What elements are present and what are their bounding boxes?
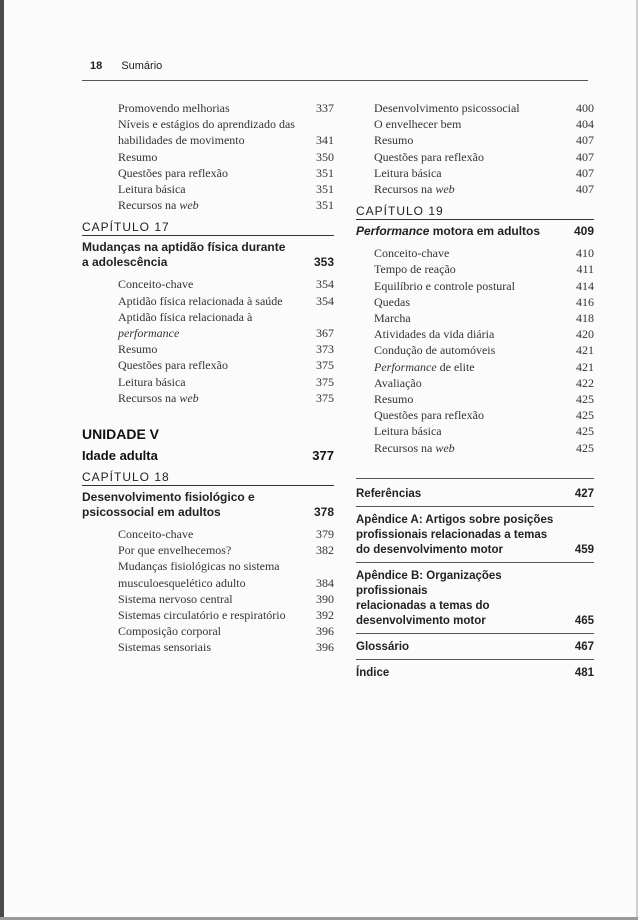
entry-title: Conceito-chave [118,277,194,292]
entry-page: 421 [576,359,594,374]
entry-page: 382 [316,543,334,558]
chapter-page: 409 [573,224,594,239]
entry-title: Marcha [374,311,411,326]
entry-page: 350 [316,149,334,164]
entry-title-text: Recursos na [374,182,436,197]
toc-entry [82,149,334,165]
entry-title: Leitura básica [118,374,186,389]
entry-page: 407 [576,149,594,164]
chapter-18-label: CAPÍTULO 18 [82,470,334,486]
chapter-19-title [356,224,594,239]
entry-page: 400 [576,101,594,115]
toc-entry [82,542,334,558]
toc-entry [82,116,334,132]
entry-title-italic: web [179,198,199,213]
chapter-17-label: CAPÍTULO 17 [82,220,334,236]
backmatter-page: 459 [574,543,594,556]
entry-page: 341 [316,133,334,148]
toc-entry [82,639,334,655]
chapter-title-text: motora em adultos [429,224,541,239]
entry-title: Leitura básica [118,182,186,197]
toc-entry [82,132,334,148]
entry-page: 425 [576,392,594,407]
entry-page: 396 [316,624,334,639]
toc-entry-list [356,100,594,197]
entry-title: Tempo de reação [374,262,456,277]
chapter-18-entries [82,526,334,656]
toc-entry [356,165,594,181]
entry-title: Leitura básica [374,424,442,439]
toc-entry [82,357,334,373]
entry-page: 425 [576,440,594,455]
entry-page: 407 [576,165,594,180]
toc-entry [82,165,334,181]
backmatter-title: Referências [356,487,422,500]
toc-entry [356,326,594,342]
toc-entry [82,309,334,341]
entry-title: Sistema nervoso central [118,591,233,606]
entry-title: Conceito-chave [374,246,450,261]
entry-page: 410 [576,246,594,261]
backmatter-glossary [356,640,594,660]
entry-title-italic: web [435,440,455,455]
entry-page: 411 [576,262,594,277]
entry-title-italic: Performance [374,359,437,374]
entry-title: Promovendo melhorias [118,101,230,115]
entry-title: Questões para reflexão [374,149,484,164]
entry-page: 418 [576,311,594,326]
chapter-19-entries [356,245,594,456]
chapter-page: 378 [313,505,334,520]
chapter-17-title [82,240,334,270]
backmatter-appendix-b [356,569,594,634]
toc-entry [356,391,594,407]
entry-page: 425 [576,424,594,439]
entry-title: Conceito-chave [118,527,194,542]
entry-title [118,390,316,406]
toc-entry [356,132,594,148]
toc-entry [82,100,334,116]
entry-page: 351 [316,198,334,213]
chapter-title-line: a adolescência [82,255,168,270]
toc-entry [82,591,334,607]
toc-entry [82,526,334,542]
chapter-title-line: psicossocial em adultos [82,505,221,520]
toc-left-column [82,100,334,656]
entry-page: 351 [316,182,334,197]
entry-page: 373 [316,342,334,357]
toc-entry [356,149,594,165]
backmatter-references [356,478,594,507]
entry-title: Mudanças fisiológicas no sistema [118,559,280,574]
entry-page: 375 [316,374,334,389]
toc-entry [356,261,594,277]
toc-entry [82,623,334,639]
entry-title [374,181,576,197]
toc-entry [82,607,334,623]
entry-title: Atividades da vida diária [374,327,495,342]
entry-title: Composição corporal [118,624,221,639]
unit-label: UNIDADE V [82,426,160,443]
entry-title: Resumo [118,149,158,164]
entry-title-text: Recursos na [374,440,436,455]
backmatter-appendix-a [356,513,594,563]
toc-entry [82,293,334,309]
unit-page: 377 [312,448,334,464]
toc-entry [356,423,594,439]
entry-title [374,440,576,456]
entry-page: 354 [316,293,334,308]
toc-entry [356,278,594,294]
backmatter-title-line: relacionadas a temas do [356,599,490,612]
entry-title: Questões para reflexão [118,358,228,373]
entry-title: Leitura básica [374,165,442,180]
entry-title: O envelhecer bem [374,117,462,132]
toc-entry [82,558,334,574]
chapter-title-italic: Performance [356,224,430,239]
chapter-19-label: CAPÍTULO 19 [356,204,594,220]
entry-page: 420 [576,327,594,342]
entry-page: 416 [576,294,594,309]
entry-title: Aptidão física relacionada à saúde [118,293,283,308]
entry-title: musculoesquelético adulto [118,575,246,590]
page-number: 18 [90,60,103,72]
backmatter-page: 467 [574,640,594,653]
entry-page: 351 [316,165,334,180]
backmatter-title-line: Apêndice A: Artigos sobre posições [356,513,554,526]
entry-title-text: Aptidão física relacionada à [118,309,253,324]
toc-entry [356,310,594,326]
entry-title: Resumo [374,392,414,407]
unit-title [82,448,334,463]
entry-page: 407 [576,133,594,148]
entry-title-text: Recursos na [118,390,180,405]
entry-title: Questões para reflexão [118,165,228,180]
toc-entry [82,276,334,292]
toc-entry [82,575,334,591]
entry-page: 384 [316,575,334,590]
toc-entry-list [82,100,334,213]
entry-title: Avaliação [374,375,422,390]
entry-title-text: de elite [436,359,475,374]
backmatter-title-line: profissionais relacionadas a temas [356,528,548,541]
backmatter-title: Glossário [356,640,410,653]
entry-title [118,309,316,341]
entry-page: 421 [576,343,594,358]
entry-title: Níveis e estágios do aprendizado das [118,117,295,132]
backmatter-title: Índice [356,666,390,679]
page-edge-left [0,0,4,920]
toc-entry [356,245,594,261]
entry-title-text: Recursos na [118,198,180,213]
entry-title [374,359,576,375]
toc-entry [82,181,334,197]
header-rule [82,80,588,81]
toc-entry [356,181,594,197]
toc-entry [356,294,594,310]
entry-page: 396 [316,640,334,655]
toc-entry [356,342,594,358]
toc-entry [356,116,594,132]
entry-page: 414 [576,278,594,293]
backmatter-page: 481 [574,666,594,679]
entry-page: 337 [316,101,334,115]
entry-title [118,197,316,213]
toc-entry [356,440,594,456]
entry-title: Resumo [118,342,158,357]
entry-page: 392 [316,608,334,623]
backmatter-index [356,666,594,685]
toc-entry [82,374,334,390]
entry-page: 390 [316,591,334,606]
entry-title-italic: web [435,182,455,197]
entry-page: 375 [316,358,334,373]
toc-entry [356,359,594,375]
backmatter-title-line: do desenvolvimento motor [356,543,503,556]
entry-page: 375 [316,390,334,405]
entry-page: 422 [576,375,594,390]
chapter-page: 353 [313,255,334,270]
entry-page: 425 [576,408,594,423]
toc-right-column [356,100,594,691]
entry-title: Por que envelhecemos? [118,543,232,558]
entry-page: 404 [576,117,594,132]
backmatter-page: 465 [574,614,594,627]
chapter-title-line: Mudanças na aptidão física durante [82,240,286,255]
entry-title: Questões para reflexão [374,408,484,423]
entry-page: 407 [576,182,594,197]
entry-title: Quedas [374,294,410,309]
entry-title: Sistemas circulatório e respiratório [118,608,286,623]
toc-entry [356,100,594,116]
toc-entry [356,407,594,423]
entry-page: 367 [316,326,334,341]
toc-entry [82,341,334,357]
running-header [90,60,162,72]
entry-title-italic: performance [118,326,180,341]
header-title: Sumário [121,60,163,72]
chapter-17-entries [82,276,334,406]
toc-entry [82,390,334,406]
entry-title: Sistemas sensoriais [118,640,211,655]
chapter-title-line: Desenvolvimento fisiológico e [82,490,255,505]
entry-title: Condução de automóveis [374,343,496,358]
toc-entry [82,197,334,213]
backmatter-page: 427 [574,487,594,500]
entry-title: Desenvolvimento psicossocial [374,101,520,115]
entry-title: habilidades de movimento [118,133,245,148]
entry-page: 354 [316,277,334,292]
entry-page: 379 [316,527,334,542]
entry-title: Resumo [374,133,414,148]
toc-entry [356,375,594,391]
unit-title-text: Idade adulta [82,448,158,464]
backmatter-title-line: desenvolvimento motor [356,614,486,627]
entry-title: Equilíbrio e controle postural [374,278,515,293]
entry-title-italic: web [179,390,199,405]
chapter-18-title [82,490,334,520]
backmatter-title-line: Apêndice B: Organizações profissionais [356,569,502,597]
